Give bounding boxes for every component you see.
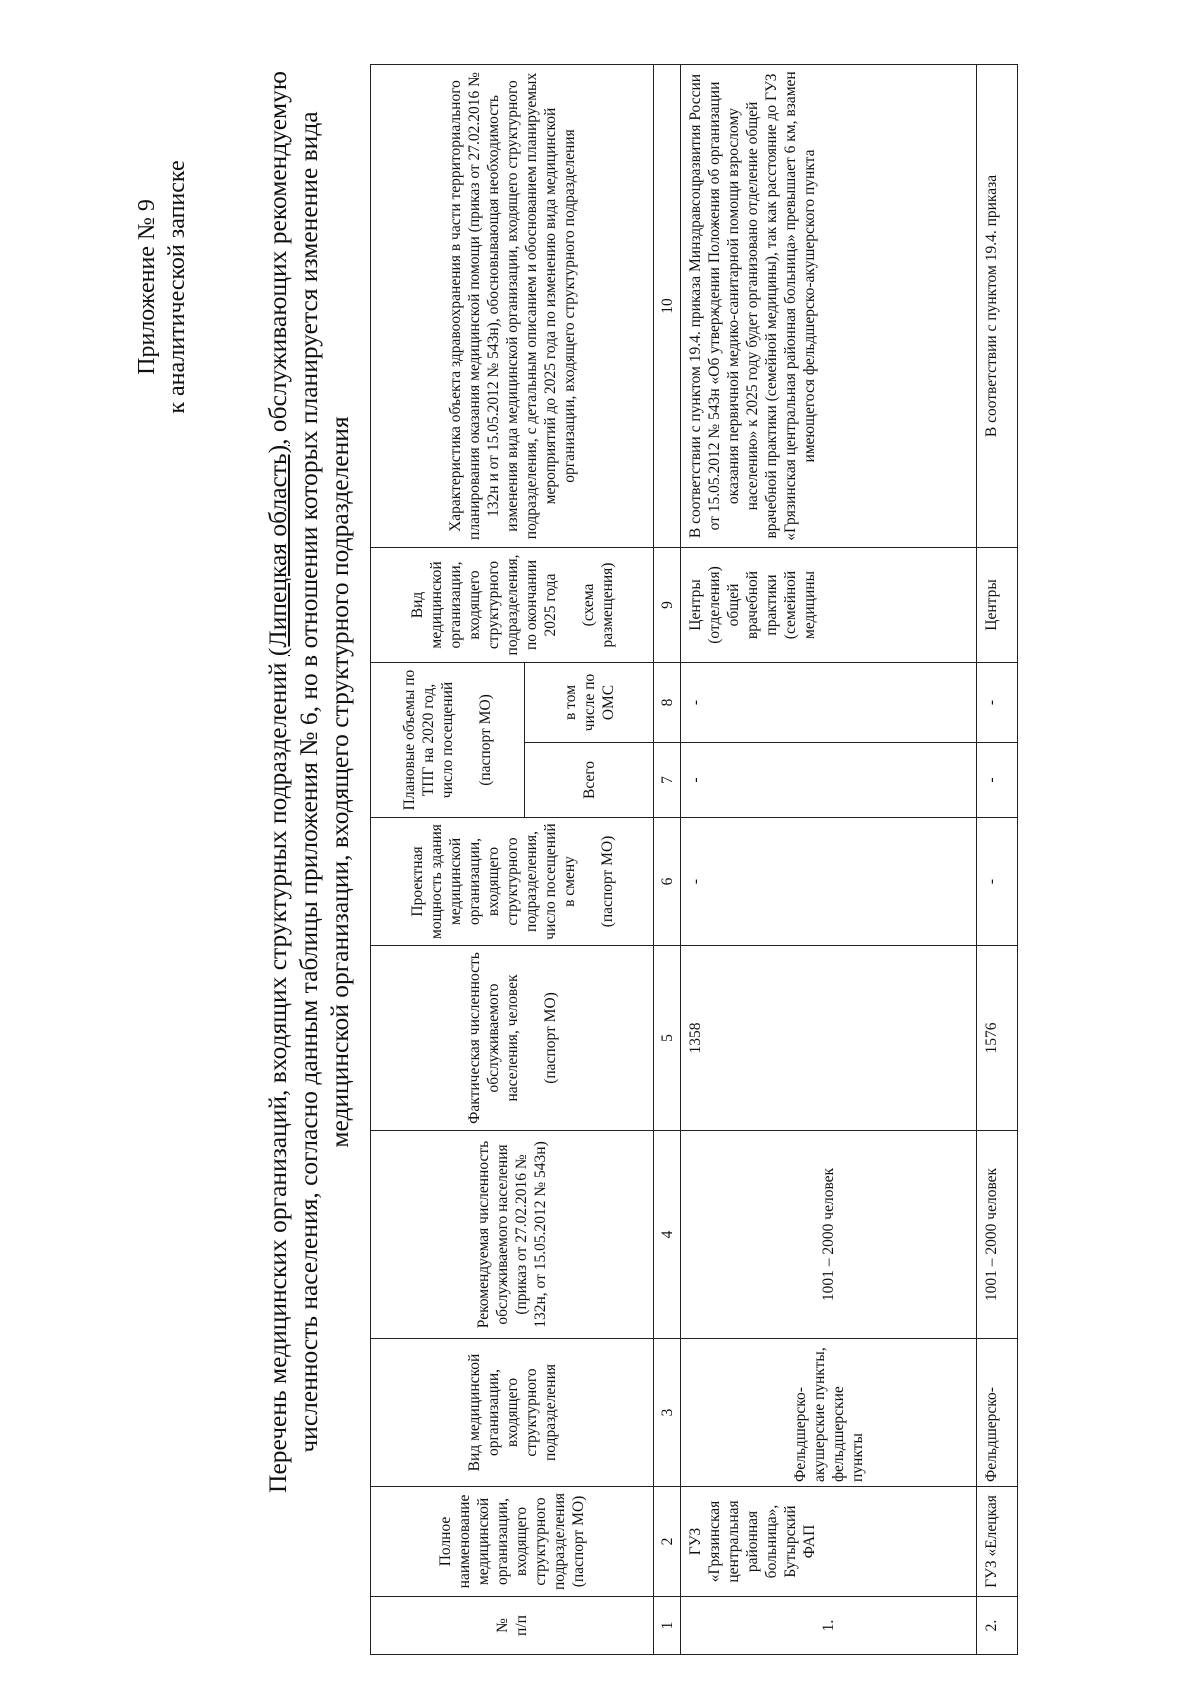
column-number: 5 xyxy=(654,946,681,1131)
row-oms: - xyxy=(681,663,977,743)
header-oms: в том числе по ОМС xyxy=(525,663,654,743)
row-recommended-population: 1001 – 2000 человек xyxy=(681,1131,977,1339)
row-new-org-type: Центры (отделения) общей врачебной практики (семейной медицины xyxy=(681,548,977,663)
row-actual-population: 1358 xyxy=(681,946,977,1131)
heading-part-2: , обслуживающих рекомендуемую численность населения, согласно данным таблицы приложения № 6, но в отношении которых планируется изменение вида медицинской организации, входящего структурного подразделения xyxy=(263,71,354,1453)
heading-part-1: Перечень медицинских организаций, входящих структурных подразделений xyxy=(263,656,292,1493)
row-org-type: Фельдшерско- xyxy=(977,1339,1018,1487)
header-actual-population: Фактическая численность обслуживаемого населения, человек (паспорт МО) xyxy=(371,946,654,1131)
appendix-label xyxy=(132,57,192,517)
row-recommended-population: 1001 – 2000 человек xyxy=(977,1131,1018,1339)
header-new-org-type: Вид медицинской организации, входящего структурного подразделения, по окончании 2025 года (схема размещения) xyxy=(371,548,654,663)
heading-region: (Липецкая область) xyxy=(263,444,292,657)
row-org-name: ГУЗ «Елецкая xyxy=(977,1487,1018,1597)
row-number: 1. xyxy=(681,1597,977,1655)
row-org-type: Фельдшерско-акушерские пункты, фельдшерские пункты xyxy=(681,1339,977,1487)
header-number: № п/п xyxy=(371,1597,654,1655)
column-number: 1 xyxy=(654,1597,681,1655)
header-full-name: Полное наименование медицинской организации, входящего структурного подразделения (паспорт МО) xyxy=(371,1487,654,1597)
row-design-capacity: - xyxy=(977,818,1018,946)
row-oms: - xyxy=(977,663,1018,743)
organizations-table xyxy=(370,64,1018,1655)
column-number: 10 xyxy=(654,65,681,548)
row-description: В соответствии с пунктом 19.4. приказа xyxy=(977,65,1018,548)
column-number: 9 xyxy=(654,548,681,663)
header-characteristic: Характеристика объекта здравоохранения в части территориального планирования оказания медицинской помощи (приказ от 27.02.2016 № 132н и от 15.05.2012 № 543н), обосновывающая необходимость изменения вида медицинской организации, входящего структурного подразделения, с детальным описанием и обоснованием планируемых мероприятий до 2025 года по изменению вида медицинской организации, входящего структурного подразделения xyxy=(371,65,654,548)
row-total: - xyxy=(681,743,977,818)
appendix-number: Приложение № 9 xyxy=(134,199,160,375)
row-actual-population: 1576 xyxy=(977,946,1018,1131)
column-number: 3 xyxy=(654,1339,681,1487)
document-heading xyxy=(262,67,355,1497)
column-number: 6 xyxy=(654,818,681,946)
row-number: 2. xyxy=(977,1597,1018,1655)
appendix-subtitle: к аналитической записке xyxy=(164,160,190,414)
column-number: 8 xyxy=(654,663,681,743)
header-planned-volumes: Плановые объемы по ТПГ на 2020 год, число посещений (паспорт МО) xyxy=(371,663,525,818)
header-org-type: Вид медицинской организации, входящего структурного подразделения xyxy=(371,1339,654,1487)
row-new-org-type: Центры xyxy=(977,548,1018,663)
column-number: 2 xyxy=(654,1487,681,1597)
column-number: 4 xyxy=(654,1131,681,1339)
row-org-name: ГУЗ «Грязинская центральная районная больница», Бутырский ФАП xyxy=(681,1487,977,1597)
column-numbers-row xyxy=(654,65,681,1655)
column-number: 7 xyxy=(654,743,681,818)
row-description: В соответствии с пунктом 19.4. приказа Минздравсоцразвития России от 15.05.2012 № 543н «Об утверждении Положения об организации оказания первичной медико-санитарной помощи взрослому населению» к 2025 году будет организовано отделение общей врачебной практики (семейной медицины), так как расстояние до ГУЗ «Грязинская центральная районная больница» превышает 6 км, взамен имеющегося фельдшерско-акушерского пункта xyxy=(681,65,977,548)
table-header-row xyxy=(371,65,525,1655)
row-total: - xyxy=(977,743,1018,818)
table-row xyxy=(681,65,977,1655)
row-design-capacity: - xyxy=(681,818,977,946)
table-row xyxy=(977,65,1018,1655)
header-total: Всего xyxy=(525,743,654,818)
header-design-capacity: Проектная мощность здания медицинской организации, входящего структурного подразделения, число посещений в смену (паспорт МО) xyxy=(371,818,654,946)
header-recommended-population: Рекомендуемая численность обслуживаемого населения (приказ от 27.02.2016 № 132н, от 15.05.2012 № 543н) xyxy=(371,1131,654,1339)
